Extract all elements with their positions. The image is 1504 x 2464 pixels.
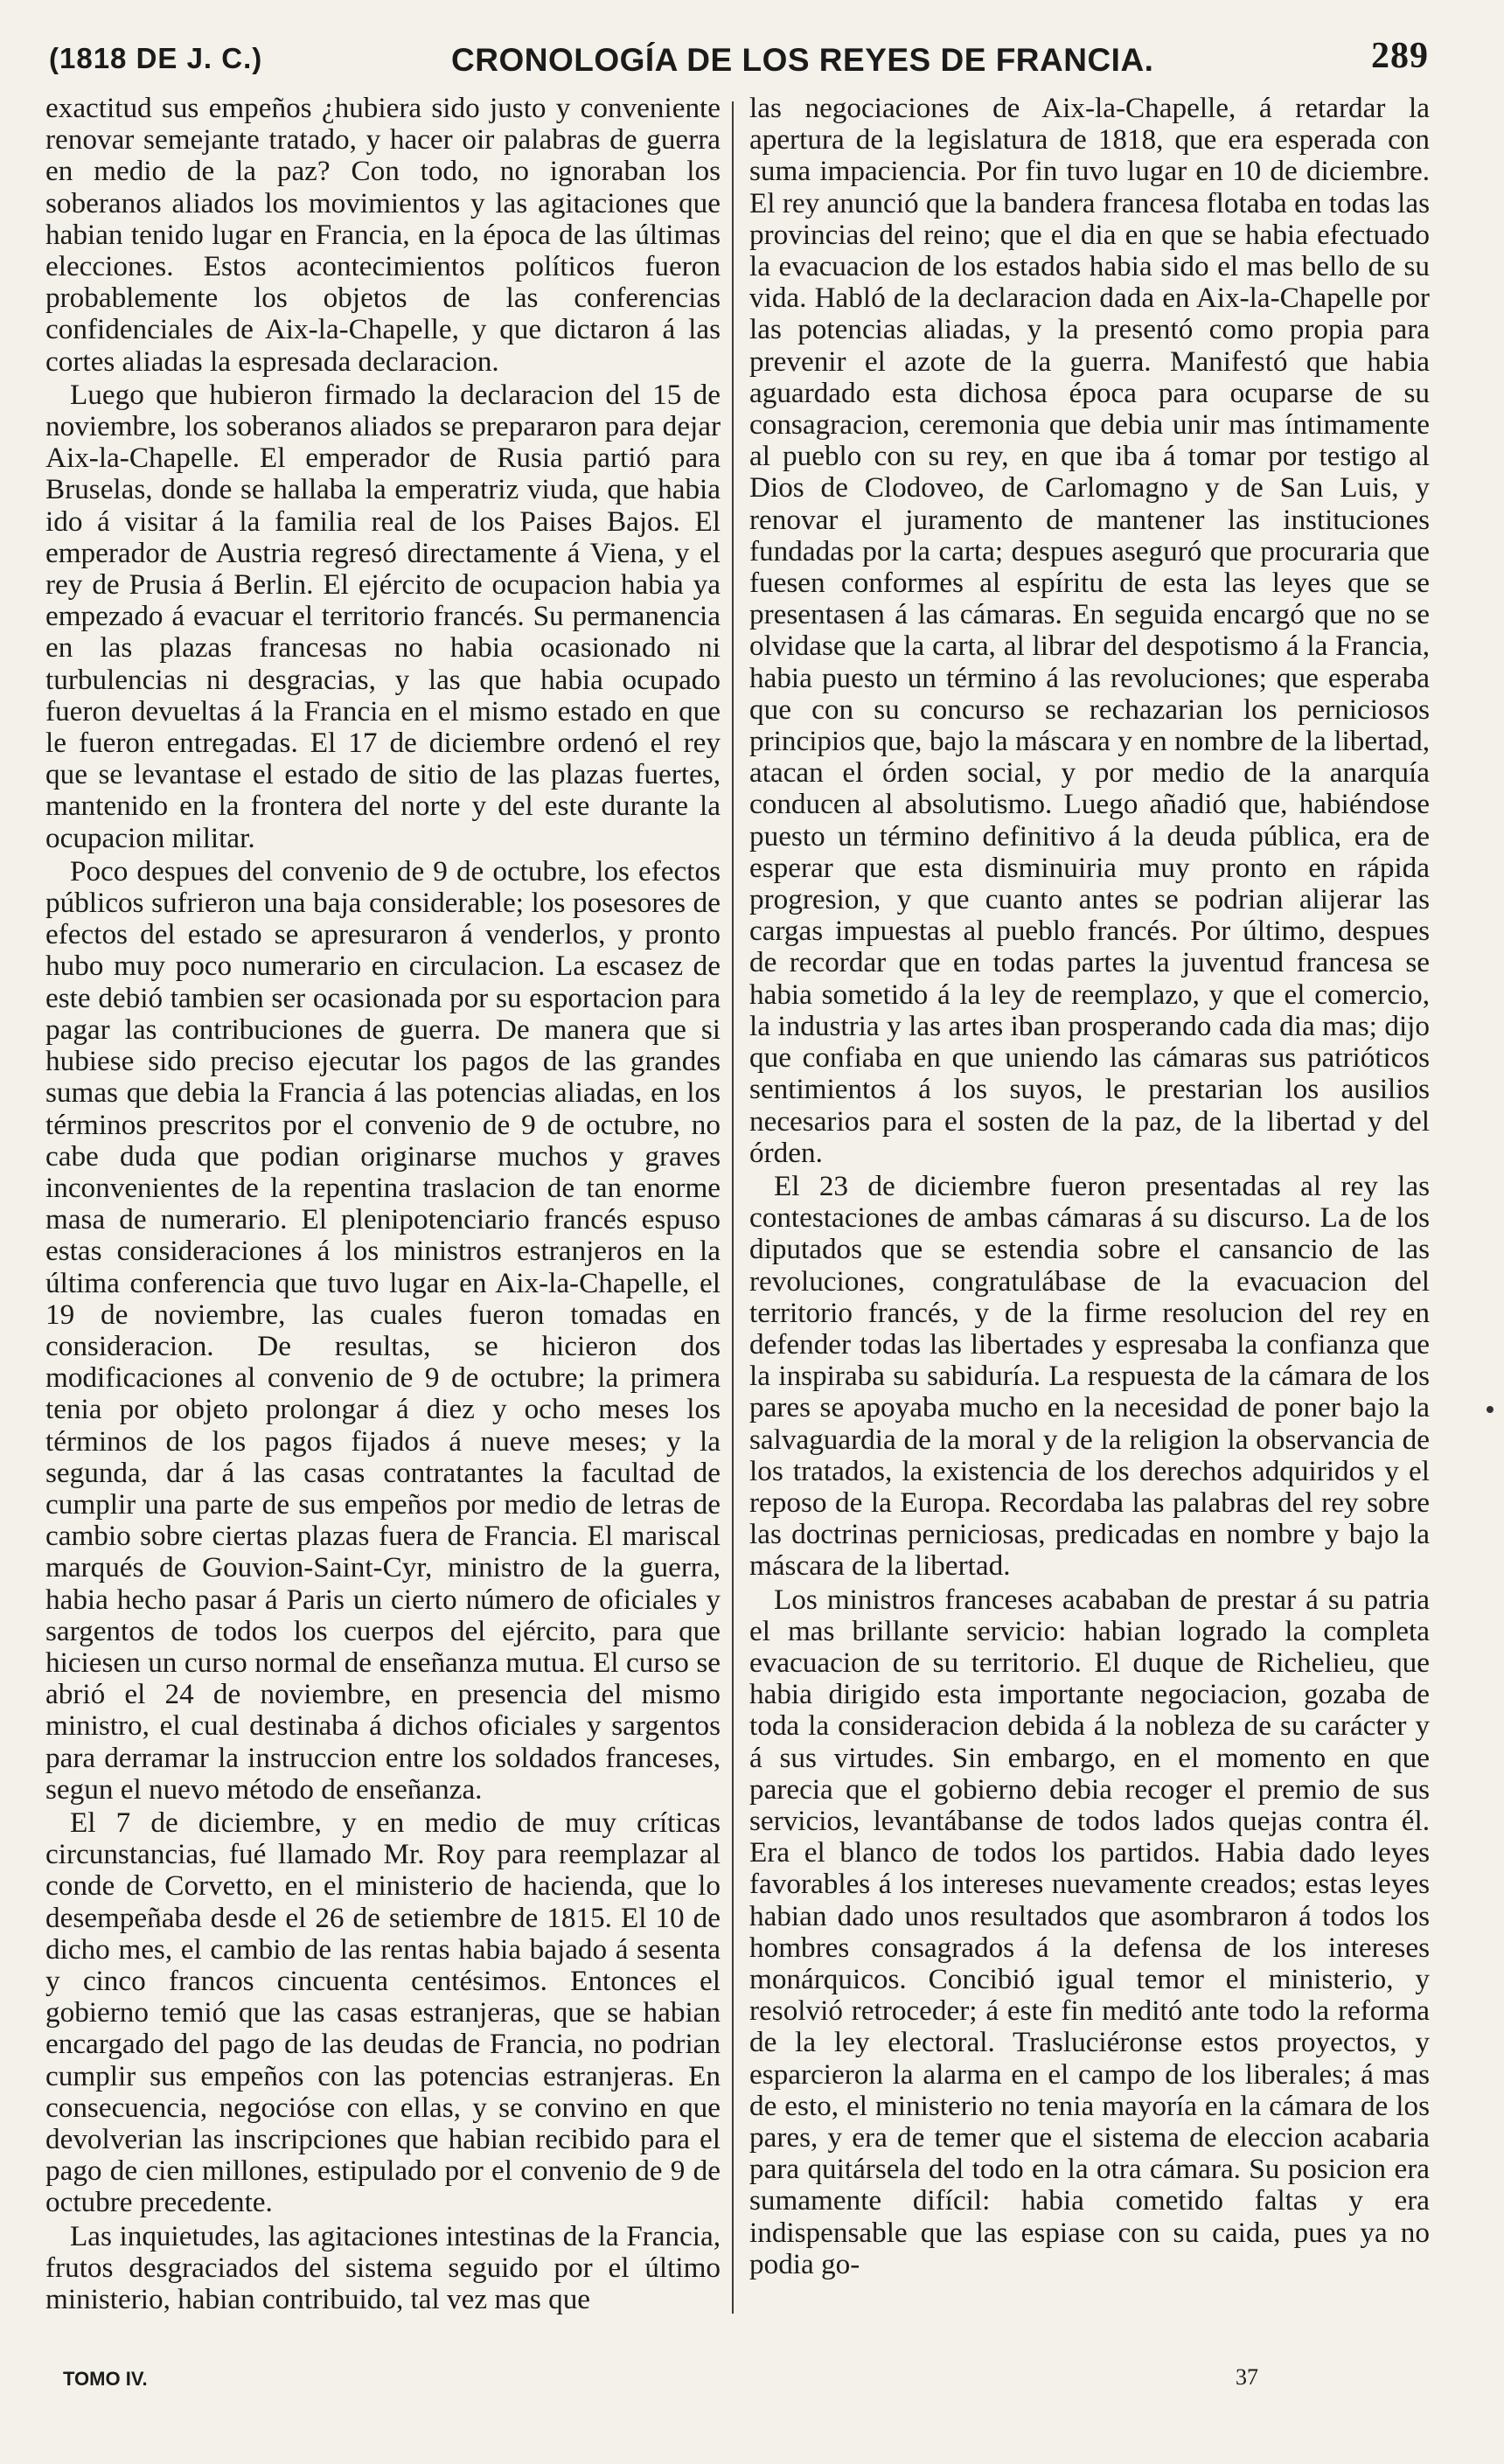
header-date: (1818 DE J. C.) <box>49 42 263 74</box>
paragraph: Poco despues del convenio de 9 de octubre, los efectos públicos sufrieron una baja considerable; los posesores de efectos del estado se apresuraron á venderlos, y pronto hubo muy poco numerario en circulacion. La escasez de este debió tambien ser ocasionada por su esportacion para pagar las contribuciones de guerra. De manera que si hubiese sido preciso ejecutar los pagos de las grandes sumas que debia la Francia á las potencias aliadas, en los términos prescritos por el convenio de 9 de octubre, no cabe duda que podian originarse muchos y graves inconvenientes de la repentina traslacion de tan enorme masa de numerario. El plenipotenciario francés espuso estas consideraciones á los ministros estranjeros en la última conferencia que tuvo lugar en Aix-la-Chapelle, el 19 de noviembre, las cuales fueron tomadas en consideracion. De resultas, se hicieron dos modificaciones al convenio de 9 de octubre; la primera tenia por objeto prolongar á diez y ocho meses los términos de los pagos fijados á nueve meses; y la segunda, dar á las casas contratantes la facultad de cumplir una parte de sus empeños por medio de letras de cambio sobre ciertas plazas fuera de Francia. El mariscal marqués de Gouvion-Saint-Cyr, ministro de la guerra, habia hecho pasar á Paris un cierto número de oficiales y sargentos de todos los cuerpos del ejército, para que hiciesen un curso normal de enseñanza mutua. El curso se abrió el 24 de noviembre, en presencia del mismo ministro, el cual destinaba á dichos oficiales y sargentos para derramar la instruccion entre los soldados franceses, segun el nuevo método de enseñanza. <box>45 854 721 1806</box>
signature-mark: 37 <box>1236 2364 1258 2390</box>
ink-spot <box>1487 1406 1494 1413</box>
page-number: 289 <box>1371 36 1429 76</box>
page-title: CRONOLOGÍA DE LOS REYES DE FRANCIA. <box>451 42 1154 78</box>
paragraph: El 7 de diciembre, y en medio de muy críticas circunstancias, fué llamado Mr. Roy para reemplazar al conde de Corvetto, en el ministerio de hacienda, que lo desempeñaba desde el 26 de setiembre de 1815. El 10 de dicho mes, el cambio de las rentas habia bajado á sesenta y cinco francos cincuenta centésimos. Entonces el gobierno temió que las casas estranjeras, que se habian encargado del pago de las deudas de Francia, no podrian cumplir sus empeños con las potencias estranjeras. En consecuencia, negocióse con ellas, y se convino en que devolverian las inscripciones que habian recibido para el pago de cien millones, estipulado por el convenio de 9 de octubre precedente. <box>45 1806 721 2219</box>
running-header <box>49 35 1429 87</box>
left-column <box>45 93 721 2315</box>
paragraph: las negociaciones de Aix-la-Chapelle, á retardar la apertura de la legislatura de 1818, que era esperada con suma impaciencia. Por fin tuvo lugar en 10 de diciembre. El rey anunció que la bandera francesa flotaba en todas las provincias del reino; que el dia en que se habia efectuado la evacuacion de los estados habia sido el mas bello de su vida. Habló de la declaracion dada en Aix-la-Chapelle por las potencias aliadas, y la presentó como propia para prevenir el azote de la guerra. Manifestó que habia aguardado esta dichosa época para ocuparse de su consagracion, ceremonia que debia unir mas íntimamente al pueblo con su rey, en que iba á tomar por testigo al Dios de Clodoveo, de Carlomagno y de San Luis, y renovar el juramento de mantener las instituciones fundadas por la carta; despues aseguró que procuraria que fuesen conformes al espíritu de esta las leyes que se presentasen á las cámaras. En seguida encargó que no se olvidase que la carta, al librar del despotismo á la Francia, habia puesto un término á las revoluciones; que esperaba que con su concurso se rechazarian los perniciosos principios que, bajo la máscara y en nombre de la libertad, atacan el órden social, y por medio de la anarquía conducen al absolutismo. Luego añadió que, habiéndose puesto un término definitivo á la deuda pública, era de esperar que esta disminuiria muy pronto en rápida progresion, y que cuanto antes se podrian alijerar las cargas impuestas al pueblo francés. Por último, despues de recordar que en todas partes la juventud francesa se habia sometido á la ley de reemplazo, y que el comercio, la industria y las artes iban prosperando cada dia mas; dijo que confiaba en que uniendo las cámaras sus patrióticos sentimientos á los suyos, le prestarian los ausilios necesarios para el sosten de la paz, de la libertad y del órden. <box>749 92 1430 1169</box>
column-divider <box>732 101 734 2314</box>
right-column <box>749 93 1430 2280</box>
volume-mark: TOMO IV. <box>63 2368 148 2390</box>
paragraph: El 23 de diciembre fueron presentadas al rey las contestaciones de ambas cámaras á su discurso. La de los diputados que se estendia sobre el cansancio de las revoluciones, congratulábase de la evacuacion del territorio francés, y de la firme resolucion del rey en defender todas las libertades y espresaba la confianza que la inspiraba su sabiduría. La respuesta de la cámara de los pares se apoyaba mucho en la necesidad de poner bajo la salvaguardia de la moral y de la religion la observancia de los tratados, la existencia de los derechos adquiridos y el reposo de la Europa. Recordaba las palabras del rey sobre las doctrinas perniciosas, predicadas en nombre y bajo la máscara de la libertad. <box>749 1169 1430 1583</box>
paragraph: Luego que hubieron firmado la declaracion del 15 de noviembre, los soberanos aliados se prepararon para dejar Aix-la-Chapelle. El emperador de Rusia partió para Bruselas, donde se hallaba la emperatriz viuda, que habia ido á visitar á la familia real de los Paises Bajos. El emperador de Austria regresó directamente á Viena, y el rey de Prusia á Berlin. El ejército de ocupacion habia ya empezado á evacuar el territorio francés. Su permanencia en las plazas francesas no habia ocasionado ni turbulencias ni desgracias, y las que habia ocupado fueron devueltas á la Francia en el mismo estado en que le fueron entregadas. El 17 de diciembre ordenó el rey que se levantase el estado de sitio de las plazas fuertes, mantenido en la frontera del norte y del este durante la ocupacion militar. <box>45 378 721 854</box>
paragraph: Las inquietudes, las agitaciones intestinas de la Francia, frutos desgraciados del sistema seguido por el último ministerio, habian contribuido, tal vez mas que <box>45 2219 721 2316</box>
paragraph: Los ministros franceses acababan de prestar á su patria el mas brillante servicio: habian logrado la completa evacuacion de su territorio. El duque de Richelieu, que habia dirigido esta importante negociacion, gozaba de toda la consideracion debida á la nobleza de su carácter y á sus virtudes. Sin embargo, en el momento en que parecia que el gobierno debia recoger el premio de sus servicios, levantábanse de todos lados quejas contra él. Era el blanco de todos los partidos. Habia dado leyes favorables á los intereses nuevamente creados; estas leyes habian dado unos resultados que asombraron á todos los hombres consagrados á la defensa de los intereses monárquicos. Concibió igual temor el ministerio, y resolvió retroceder; á este fin meditó ante todo la reforma de la ley electoral. Trasluciéronse estos proyectos, y esparcieron la alarma en el campo de los liberales; á mas de esto, el ministerio no tenia mayoría en la cámara de los pares, y era de temer que el sistema de eleccion acabaria para quitársela del todo en la otra cámara. Su posicion era sumamente difícil: habia cometido faltas y era indispensable que las espiase con su caida, pues ya no podia go- <box>749 1583 1430 2280</box>
paragraph: exactitud sus empeños ¿hubiera sido justo y conveniente renovar semejante tratado, y hacer oir palabras de guerra en medio de la paz? Con todo, no ignoraban los soberanos aliados los movimientos y las agitaciones que habian tenido lugar en Francia, en la época de las últimas elecciones. Estos acontecimientos políticos fueron probablemente los objetos de las conferencias confidenciales de Aix-la-Chapelle, y que dictaron á las cortes aliadas la espresada declaracion. <box>45 92 721 378</box>
